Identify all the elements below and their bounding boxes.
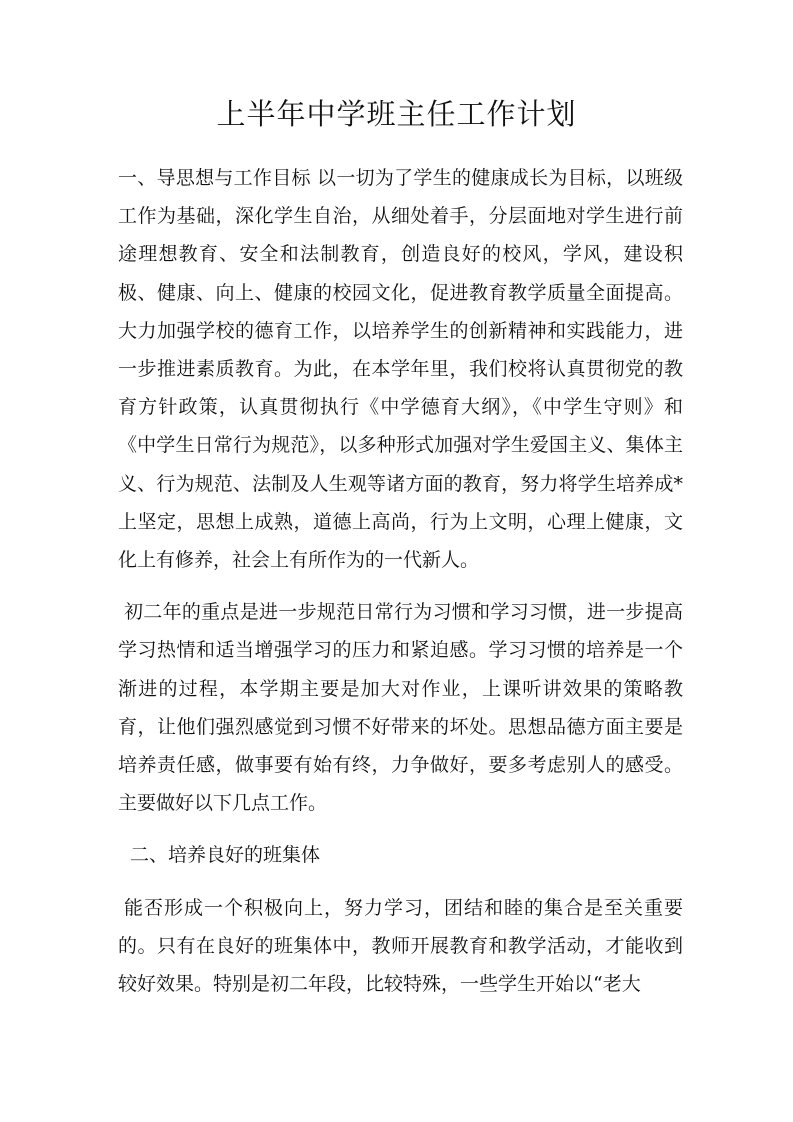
paragraph-grade-two-focus: 初二年的重点是进一步规范日常行为习惯和学习习惯，进一步提高学习热情和适当增强学习的压力和紧迫感。学习习惯的培养是一个渐进的过程，本学期主要是加大对作业，上课听讲效果的策略教育，让他们强烈感觉到习惯不好带来的坏处。思想品德方面主要是培养责任感，做事要有始有终，力争做好，要多考虑别人的感受。主要做好以下几点工作。 — [118, 601, 683, 815]
document-body — [118, 159, 683, 1003]
section-heading-class-collective: 二、培养良好的班集体 — [130, 844, 321, 867]
paragraph-guiding-ideology: 一、导思想与工作目标 以一切为了学生的健康成长为目标，以班级工作为基础，深化学生自治，从细处着手，分层面地对学生进行前途理想教育、安全和法制教育，创造良好的校风，学风，建设积极、健康、向上、健康的校园文化，促进教育教学质量全面提高。大力加强学校的德育工作，以培养学生的创新精神和实践能力，进一步推进素质教育。为此，在本学年里，我们校将认真贯彻党的教育方针政策，认真贯彻执行《中学德育大纲》，《中学生守则》和《中学生日常行为规范》，以多种形式加强对学生爱国主义、集体主义、行为规范、法制及人生观等诸方面的教育，努力将学生培养成*上坚定，思想上成熟，道德上高尚，行为上文明，心理上健康，文化上有修养，社会上有所作为的一代新人。 — [118, 167, 683, 572]
document-title: 上半年中学班主任工作计划 — [216, 97, 577, 131]
paragraph-class-collective: 能否形成一个积极向上，努力学习，团结和睦的集合是至关重要的。只有在良好的班集体中，教师开展教育和教学活动，才能收到较好效果。特别是初二年段，比较特殊，一些学生开始以“老大 — [118, 896, 683, 996]
